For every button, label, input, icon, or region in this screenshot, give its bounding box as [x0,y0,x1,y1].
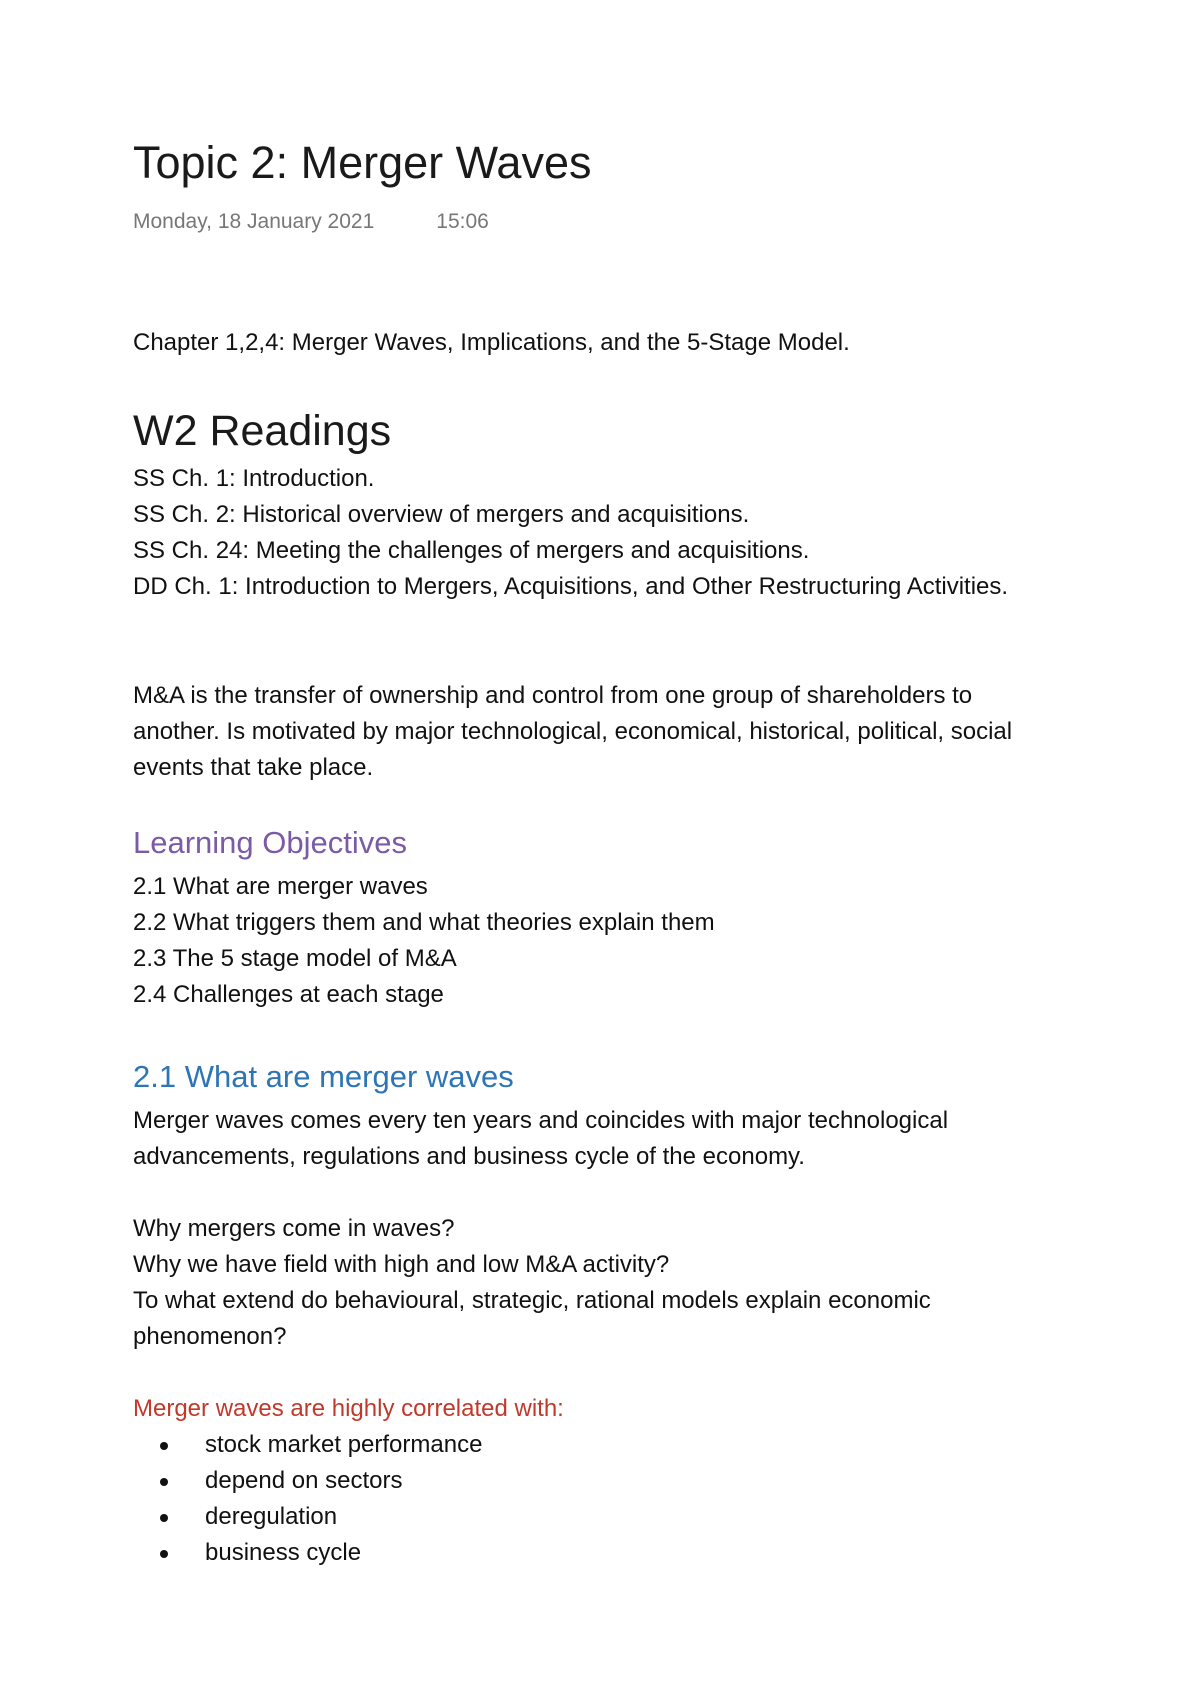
objective-item: 2.1 What are merger waves [133,873,428,900]
questions-list [133,1211,931,1355]
question-line: phenomenon? [133,1323,287,1350]
objective-item: 2.3 The 5 stage model of M&A [133,945,457,972]
list-item [133,1499,482,1535]
readings-heading: W2 Readings [133,407,392,455]
bullet-icon [160,1442,168,1450]
reading-item: DD Ch. 1: Introduction to Mergers, Acquisitions, and Other Restructuring Activities. [133,573,1009,600]
page-meta [133,208,489,236]
reading-item: SS Ch. 24: Meeting the challenges of mergers and acquisitions. [133,537,810,564]
reading-item: SS Ch. 1: Introduction. [133,465,375,492]
list-item-text: business cycle [205,1539,362,1566]
page-time: 15:06 [436,210,489,233]
list-item-text: depend on sectors [205,1467,403,1494]
objectives-heading: Learning Objectives [133,825,407,860]
list-item-text: stock market performance [205,1431,483,1458]
list-item-text: deregulation [205,1503,338,1530]
list-item [133,1427,482,1463]
chapter-line: Chapter 1,2,4: Merger Waves, Implications, and the 5-Stage Model. [133,329,850,356]
merger-waves-description [133,1103,948,1175]
merger-waves-heading: 2.1 What are merger waves [133,1059,514,1094]
correlated-heading: Merger waves are highly correlated with: [133,1395,564,1422]
intro-line: events that take place. [133,754,374,781]
description-line: Merger waves comes every ten years and coincides with major technological [133,1107,949,1134]
question-line: Why we have field with high and low M&A activity? [133,1251,670,1278]
list-item [133,1535,482,1571]
correlated-list [133,1427,482,1571]
bullet-icon [160,1514,168,1522]
intro-paragraph [133,678,1012,786]
readings-list [133,461,1008,605]
question-line: Why mergers come in waves? [133,1215,455,1242]
objective-item: 2.4 Challenges at each stage [133,981,444,1008]
intro-line: another. Is motivated by major technological, economical, historical, political, social [133,718,1013,745]
description-line: advancements, regulations and business cycle of the economy. [133,1143,805,1170]
bullet-icon [160,1550,168,1558]
page-title: Topic 2: Merger Waves [133,137,592,188]
bullet-icon [160,1478,168,1486]
objective-item: 2.2 What triggers them and what theories explain them [133,909,715,936]
question-line: To what extend do behavioural, strategic, rational models explain economic [133,1287,931,1314]
intro-line: M&A is the transfer of ownership and control from one group of shareholders to [133,682,973,709]
objectives-list [133,869,715,1013]
page-date: Monday, 18 January 2021 [133,210,375,233]
reading-item: SS Ch. 2: Historical overview of mergers and acquisitions. [133,501,750,528]
list-item [133,1463,482,1499]
